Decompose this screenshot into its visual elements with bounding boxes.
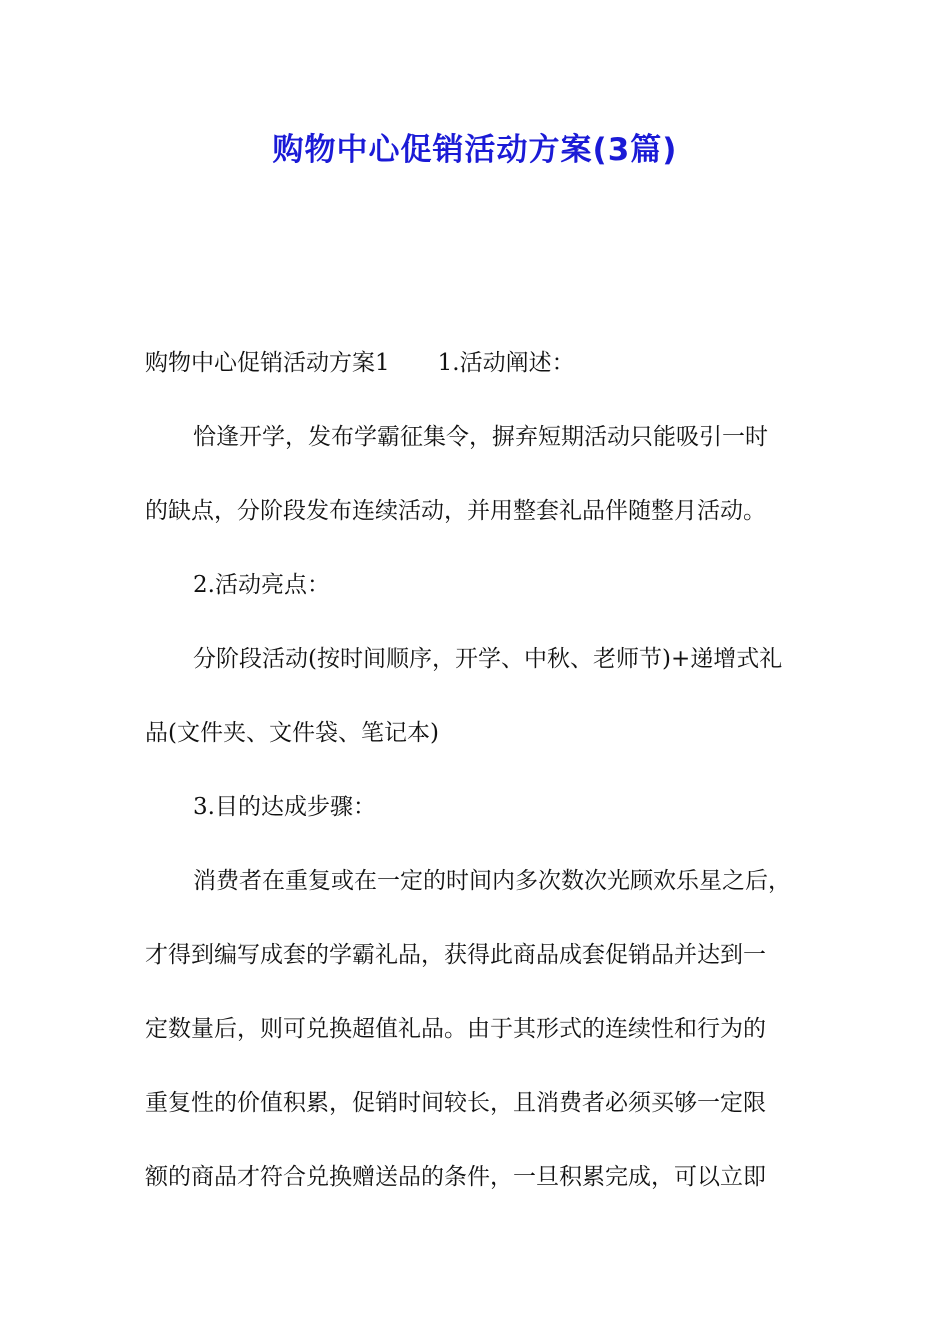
paragraph-line: 才得到编写成套的学霸礼品，获得此商品成套促销品并达到一 [145, 942, 766, 968]
paragraph-line: 消费者在重复或在一定的时间内多次数次光顾欢乐星之后， [193, 868, 791, 894]
paragraph-line: 重复性的价值积累，促销时间较长，且消费者必须买够一定限 [145, 1090, 766, 1116]
paragraph-line: 定数量后，则可兑换超值礼品。由于其形式的连续性和行为的 [145, 1016, 766, 1042]
document-title: 购物中心促销活动方案(3篇) [272, 132, 678, 168]
subsection-heading: 2.活动亮点： [193, 572, 330, 598]
paragraph-line: 的缺点，分阶段发布连续活动，并用整套礼品伴随整月活动。 [145, 498, 766, 524]
text-line-1 [145, 344, 815, 382]
paragraph-line: 分阶段活动(按时间顺序，开学、中秋、老师节)+递增式礼 [193, 646, 783, 672]
paragraph-line: 品(文件夹、文件袋、笔记本) [145, 720, 439, 746]
paragraph-line: 恰逢开学，发布学霸征集令，摒弃短期活动只能吸引一时 [193, 424, 768, 450]
subsection-heading: 1.活动阐述： [437, 350, 575, 376]
paragraph-line: 额的商品才符合兑换赠送品的条件，一旦积累完成，可以立即 [145, 1164, 766, 1190]
subsection-heading: 3.目的达成步骤： [193, 794, 376, 820]
section-heading: 购物中心促销活动方案1 [145, 350, 390, 376]
